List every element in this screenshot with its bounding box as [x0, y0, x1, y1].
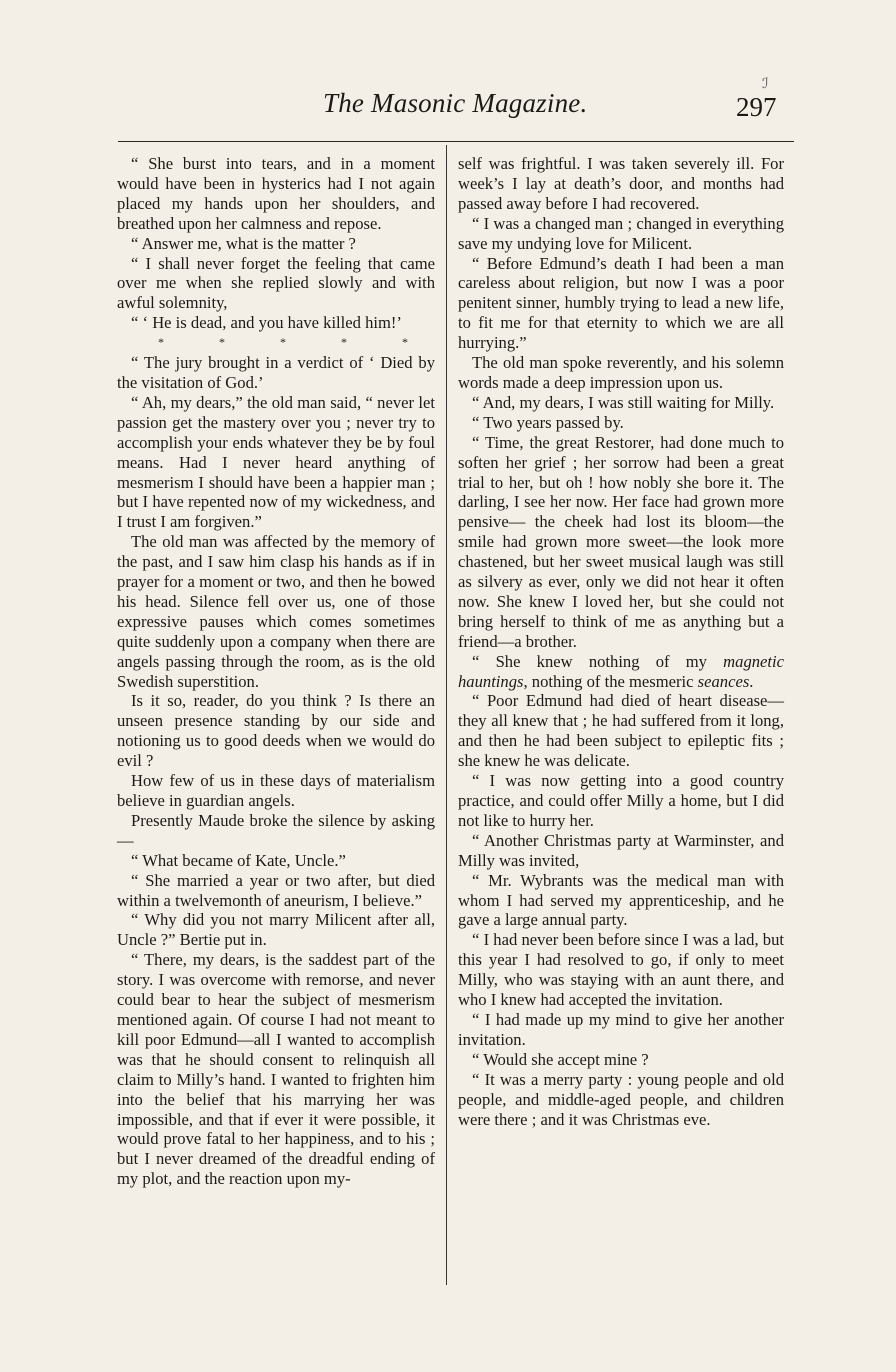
paragraph: [458, 652, 784, 692]
column-divider: [446, 145, 447, 1285]
paragraph: “ I was now getting into a good country practice, and could offer Milly a home, but I did not like to hurry her.: [458, 771, 784, 830]
paragraph: “ Another Christmas party at Warminster, and Milly was invited,: [458, 830, 784, 870]
paragraph: Presently Maude broke the silence by asking—: [117, 810, 435, 850]
paragraph: “ Ah, my dears,” the old man said, “ never let passion get the mastery over you ; never try to accomplish your ends whatever they be by foul means. Had I never heard anything of mesmerism I should have been a happier man ; but I have repented now of my wickedness, and I trust I am forgiven.”: [117, 392, 435, 532]
header-rule: [118, 141, 794, 142]
paragraph: How few of us in these days of materialism believe in guardian angels.: [117, 771, 435, 810]
paragraph: The old man spoke reverently, and his solemn words made a deep impression upon us.: [458, 353, 784, 392]
left-column: [117, 154, 435, 1189]
text-run: .: [749, 671, 754, 691]
paragraph: “ Would she accept mine ?: [472, 1049, 649, 1069]
paragraph: “ She burst into tears, and in a moment would have been in hysterics had I not again placed my hands upon her shoulders, and breathed upon her calmness and repose.: [117, 154, 435, 233]
page-number: 297: [736, 92, 777, 122]
italic-text: magnetic hauntings: [458, 651, 784, 691]
paragraph: “ I was a changed man ; changed in everything save my undying love for Milicent.: [458, 213, 784, 253]
paragraph: “ I had made up my mind to give her another invitation.: [458, 1009, 784, 1049]
paragraph: “ I shall never forget the feeling that came over me when she replied slowly and with awful solemnity,: [117, 253, 435, 313]
italic-text: seances: [697, 671, 750, 691]
paragraph: “ Why did you not marry Milicent after all, Uncle ?” Bertie put in.: [117, 910, 435, 950]
paragraph: The old man was affected by the memory of the past, and I saw him clasp his hands as if in prayer for a moment or two, and then he bowed his head. Silence fell over us, one of those expressive pauses which comes sometimes quite suddenly upon a company when there are angels passing through the room, as is the old Swedish superstition.: [117, 532, 435, 691]
corner-mark: ℐ: [762, 77, 769, 92]
paragraph: “ And, my dears, I was still waiting for Milly.: [472, 392, 775, 412]
paragraph: “ I had never been before since I was a lad, but this year I had resolved to go, if only to meet Milly, who was staying with an aunt there, and who I knew had accepted the invitation.: [458, 930, 784, 1010]
paragraph: “ Answer me, what is the matter ?: [131, 233, 356, 253]
right-column: [458, 154, 784, 1129]
section-break: * * * * *: [158, 335, 434, 350]
text-run: , nothing of the mesmeric: [523, 671, 698, 691]
paragraph: “ It was a merry party : young people and old people, and middle-aged people, and children were there ; and it was Christmas eve.: [458, 1069, 784, 1129]
paragraph: “ Poor Edmund had died of heart disease—they all knew that ; he had suffered from it long, and then he had been subject to epileptic fits ; she knew he was delicate.: [458, 691, 784, 771]
page-header: [118, 70, 798, 130]
running-title: The Masonic Magazine.: [323, 88, 588, 118]
paragraph: “ Before Edmund’s death I had been a man careless about religion, but now I was a poor penitent sinner, humbly trying to lead a new life, to fit me for that eternity to which we are all hurrying.”: [458, 253, 784, 353]
paragraph: self was frightful. I was taken severely ill. For week’s I lay at death’s door, and months had passed away before I had recovered.: [458, 154, 784, 213]
paragraph: “ Time, the great Restorer, had done much to soften her grief ; her sorrow had been a great trial to her, but oh ! how nobly she bore it. The darling, I see her now. Her face had grown more pensive— the cheek had lost its bloom—the smile had grown more sweet—the look more chastened, but her sweet musical laugh was still as silvery as ever, only we did not hear it often now. She knew I loved her, but she could not bring herself to think of me as anything but a friend—a brother.: [458, 432, 784, 651]
paragraph: “ She married a year or two after, but died within a twelvemonth of aneurism, I believe.”: [117, 870, 435, 910]
paragraph: “ There, my dears, is the saddest part of the story. I was overcome with remorse, and never could bear to hear the subject of mesmerism mentioned again. Of course I had not meant to kill poor Edmund—all I wanted to accomplish was that he should consent to relinquish all claim to Milly’s hand. I wanted to frighten him into the belief that his marrying her was impossible, and that if ever it were possible, it would prove fatal to her happiness, and to his ; but I never dreamed of the dreadful ending of my plot, and the reaction upon my-: [117, 950, 435, 1189]
paragraph: “ The jury brought in a verdict of ‘ Died by the visitation of God.’: [117, 353, 435, 392]
paragraph: “ ‘ He is dead, and you have killed him!’: [131, 313, 402, 333]
text-run: “ She knew nothing of my: [472, 651, 724, 671]
paragraph: “ Two years passed by.: [472, 412, 624, 432]
paragraph: “ What became of Kate, Uncle.”: [131, 850, 346, 870]
paragraph: “ Mr. Wybrants was the medical man with whom I had served my apprenticeship, and he gave a large annual party.: [458, 870, 784, 930]
paragraph: Is it so, reader, do you think ? Is there an unseen presence standing by our side and notioning us to good deeds when we would do evil ?: [117, 691, 435, 771]
